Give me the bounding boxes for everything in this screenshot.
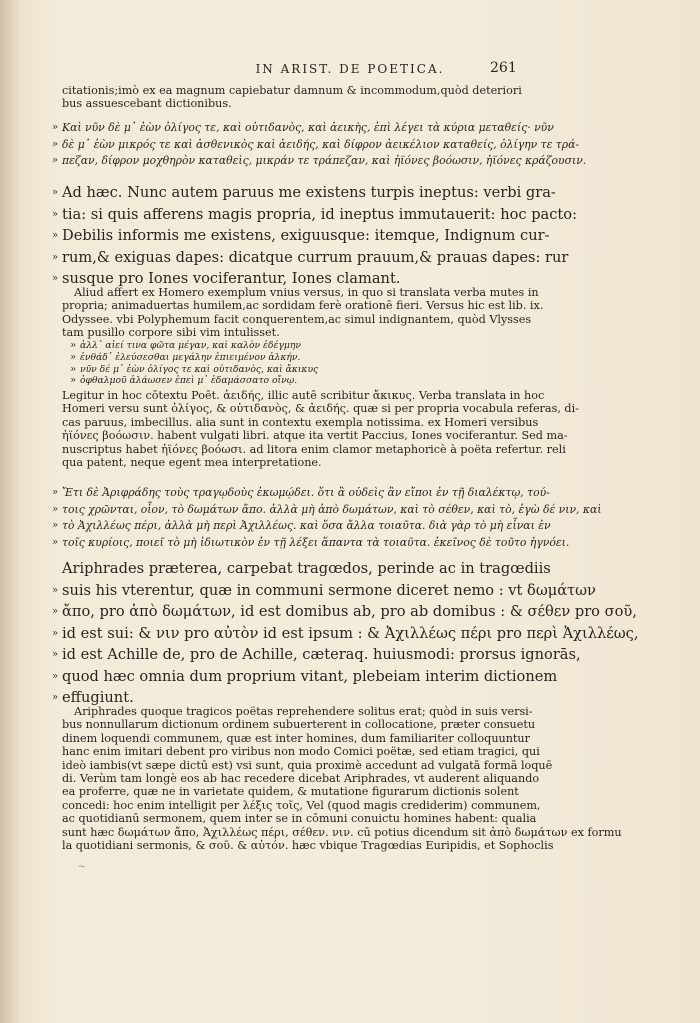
line-text: ὀφθαλμοῦ ἀλάωσεν ἐπεὶ μ᾽ ἐδαμάσσατο οἴνῳ. [80, 375, 298, 387]
line-text: δὲ μ᾽ ἐὼν μικρός τε καὶ ἀσθενικὸς καὶ ἀειδής, καὶ δίφρον ἀεικέλιον καταθείς, ὀλίγην τε τρά- [62, 137, 580, 151]
quotation-marker: » [70, 340, 77, 351]
line-text: τοις χρῶνται, οἷον, τὸ δωμάτων ἄπο. ἀλλὰ μὴ ἀπὸ δωμάτων, καὶ τὸ σέθεν, καὶ τὸ, ἐγὼ δέ νιν, καὶ [62, 502, 602, 516]
text-line [62, 825, 622, 839]
line-text: rum,& exiguas dapes: dicatque currum prauum,& prauas dapes: rur [62, 248, 569, 266]
running-head: IN ARIST. DE POETICA. [255, 62, 445, 76]
text-line [62, 97, 528, 110]
text-line [52, 247, 569, 269]
text-line [62, 389, 545, 402]
line-text: hanc enim imitari debent pro viribus non modo Comici poëtæ, sed etiam tragici, qui [62, 745, 540, 759]
line-text: di. Verùm tam longè eos ab hac recedere dicebat Ariphrades, vt auderent aliquando [62, 772, 540, 786]
line-text: dinem loquendi communem, quæ est inter homines, dum familiariter colloquuntur [62, 731, 530, 745]
gutter-shadow [0, 0, 20, 1023]
line-text: Debilis informis me existens, exiguusque: itemque, Indignum cur- [62, 227, 550, 244]
quotation-marker: » [70, 375, 77, 387]
text-line [62, 732, 528, 745]
quotation-marker: » [52, 649, 59, 660]
text-line [62, 442, 566, 456]
greek-quotation-1 [52, 120, 587, 170]
text-line [62, 785, 528, 798]
text-line [70, 363, 546, 376]
line-text: qua patent, neque egent mea interpretatione. [62, 456, 322, 470]
line-text: νῦν δέ μ᾽ ἐὼν ὀλίγος τε καὶ οὐτιδανὸς, καὶ ἄκικυς [80, 363, 319, 375]
text-line [62, 402, 579, 416]
line-text: susque pro Iones vociferantur, Iones clamant. [62, 270, 401, 287]
quotation-marker: » [52, 584, 59, 596]
text-line [62, 718, 536, 732]
line-text: bus assuescebant dictionibus. [62, 97, 232, 111]
text-line [52, 225, 550, 247]
line-text: tam pusillo corpore sibi vim intulisset. [62, 326, 280, 340]
text-line [52, 666, 558, 688]
line-text: Odyssee. vbi Polyphemum facit conquerentem,ac simul indignantem, quòd Vlysses [62, 312, 532, 326]
text-line [52, 644, 581, 666]
quotation-marker: » [52, 520, 59, 532]
line-text: ideò iambis(vt sæpe dictū est) vsi sunt, quia proximè accedunt ad vulgatā formā loquē [62, 758, 553, 772]
line-text: Aliud affert ex Homero exemplum vnius versus, in quo si translata verba mutes in [74, 286, 539, 299]
text-line [52, 535, 570, 552]
text-line [52, 182, 556, 204]
text-line [62, 798, 541, 812]
text-line [52, 623, 639, 645]
text-line [70, 351, 546, 364]
line-text: citationis;imò ex ea magnum capiebatur damnum & incommodum,quòd deteriori [62, 84, 522, 97]
text-line [62, 745, 540, 759]
greek-quotation-2 [52, 485, 602, 551]
line-text: effugiunt. [62, 689, 134, 706]
text-line [62, 758, 553, 772]
line-text: Ariphrades quoque tragicos poëtas reprehendere solitus erat; quòd in suis versi- [74, 705, 533, 718]
line-text: tia: si quis afferens magis propria, id ineptus immutauerit: hoc pacto: [62, 205, 577, 223]
text-line [62, 299, 544, 313]
line-text: quod hæc omnia dum proprium vitant, plebeiam interim dictionem [62, 667, 558, 685]
line-text: Ariphrades præterea, carpebat tragœdos, perinde ac in tragœdiis [62, 560, 551, 577]
text-line [62, 286, 539, 299]
quotation-marker: » [52, 187, 59, 198]
text-line [70, 340, 546, 352]
homer-quotation [62, 340, 546, 387]
line-text: suis his vterentur, quæ in communi sermone diceret nemo : vt δωμάτων [62, 581, 596, 599]
text-line [70, 375, 546, 387]
line-text: Καὶ νῦν δὲ μ᾽ ἐὼν ὀλίγος τε, καὶ οὐτιδανὸς, καὶ ἀεικὴς, ἐπὶ λέγει τὰ κύρια μεταθείς· νῦν [62, 121, 554, 134]
quotation-marker: » [52, 251, 59, 263]
text-line [62, 456, 528, 469]
line-text: Ad hæc. Nunc autem paruus me existens turpis ineptus: verbi gra- [62, 184, 556, 201]
text-line [52, 601, 637, 623]
text-line [52, 518, 551, 535]
quotation-marker: » [52, 122, 59, 133]
line-text: id est sui: & νιν pro αὐτὸν id est ipsum : & Ἀχιλλέως πέρι pro περὶ Ἀχιλλέως, [62, 624, 639, 642]
line-text: Legitur in hoc cōtextu Poēt. ἀειδής, illic autē scribitur ἄκικυς. Verba translata in hoc [62, 389, 545, 402]
quotation-marker: » [52, 138, 59, 150]
line-text: ea proferre, quæ ne in varietate quidem, & mutatione figurarum dictionis solent [62, 785, 519, 799]
line-text: ἀλλ᾽ αἰεί τινα φῶτα μέγαν, καὶ καλὸν ἐδέγμην [80, 340, 301, 351]
text-line [62, 312, 532, 326]
quotation-marker: » [52, 503, 59, 515]
line-text: τὸ Ἀχιλλέως πέρι, ἀλλὰ μὴ περὶ Ἀχιλλέως. καὶ ὅσα ἄλλα τοιαῦτα. διὰ γὰρ τὸ μὴ εἶναι ἐν [62, 519, 551, 533]
text-line [52, 153, 587, 170]
line-text: ac quotidianū sermonem, quem inter se in cōmuni conuictu homines habent: qualia [62, 812, 537, 826]
commentary-1 [62, 286, 544, 340]
line-text: ἠϊόνες βοόωσιν. habent vulgati libri. atque ita vertit Paccius, Iones vociferantur. Sed ma- [62, 429, 568, 443]
text-line [62, 558, 551, 580]
commentary-2 [62, 389, 579, 470]
quotation-marker: » [52, 155, 59, 167]
quotation-marker: » [52, 273, 59, 284]
line-text: nuscriptus habet ἠϊόνες βοόωσι. ad litora enim clamor metaphoricè à poëta refertur. reli [62, 442, 566, 456]
line-text: Homeri versu sunt ὀλίγος, & οὐτιδανὸς, & ἀειδής. quæ si per propria vocabula referas, di- [62, 402, 579, 416]
text-line [52, 502, 602, 519]
line-text: τοῖς κυρίοις, ποιεῖ τὸ μὴ ἰδιωτικὸν ἐν τῇ λέξει ἅπαντα τὰ τοιαῦτα. ἐκεῖνος δὲ τοῦτο ἠγνόει. [62, 535, 570, 549]
text-line [62, 415, 539, 429]
line-text: πεζαν, δίφρον μοχθηρὸν καταθεὶς, μικράν τε τράπεζαν, καὶ ἠϊόνες βοόωσιν, ἠϊόνες κράζουσιν. [62, 154, 587, 168]
printer-mark: ~ [78, 862, 86, 872]
quotation-marker: » [52, 536, 59, 548]
quotation-marker: » [52, 606, 59, 617]
text-line [52, 580, 596, 602]
quotation-marker: » [52, 208, 59, 220]
line-text: sunt hæc δωμάτων ἄπο, Ἀχιλλέως πέρι, σέθεν. νιν. cū potius dicendum sit ἀπὸ δωμάτων ex formu [62, 825, 622, 839]
quotation-marker: » [52, 692, 59, 703]
line-text: ἐνθάδ᾽ ἐλεύσεσθαι μεγάλην ἐπιειμένον ἀλκήν. [80, 351, 301, 363]
text-line [62, 772, 540, 786]
text-line [62, 812, 537, 826]
line-text: Ἔτι δὲ Ἀριφράδης τοὺς τραγῳδοὺς ἐκωμῴδει. ὅτι ἃ οὐδεὶς ἂν εἴποι ἐν τῇ διαλέκτῳ, τού- [62, 486, 550, 499]
line-text: cas paruus, imbecillus. alia sunt in contextu exempla notissima. ex Homeri versibus [62, 415, 539, 429]
text-line [62, 839, 554, 853]
latin-translation-1 [52, 182, 577, 290]
text-line [52, 485, 550, 502]
quotation-marker: » [70, 363, 77, 375]
text-line [62, 326, 528, 339]
commentary-3 [62, 705, 622, 853]
text-line [52, 204, 577, 226]
text-line [52, 137, 580, 154]
quotation-marker: » [52, 627, 59, 639]
text-line [62, 429, 568, 443]
commentary-continuation [62, 84, 528, 111]
line-text: concedi: hoc enim intelligit per λέξις τοῖς, Vel (quod magis crediderim) communem, [62, 798, 541, 812]
quotation-marker: » [70, 351, 77, 363]
quotation-marker: » [52, 230, 59, 241]
page-number: 261 [490, 60, 517, 76]
quotation-marker: » [52, 670, 59, 682]
text-line [62, 705, 533, 718]
line-text: la quotidiani sermonis, & σοῦ. & αὐτόν. hæc vbique Tragœdias Euripidis, et Sophoclis [62, 839, 554, 853]
line-text: id est Achille de, pro de Achille, cæteraq. huiusmodi: prorsus ignorās, [62, 646, 581, 663]
text-line [62, 84, 528, 97]
line-text: bus nonnullarum dictionum ordinem subuerterent in collocatione, præter consuetu [62, 718, 536, 732]
line-text: ἄπο, pro ἀπὸ δωμάτων, id est domibus ab, pro ab domibus : & σέθεν pro σοῦ, [62, 603, 637, 620]
quotation-marker: » [52, 487, 59, 498]
line-text: propria; animaduertas humilem,ac sordidam ferè orationē fieri. Versus hic est lib. ix. [62, 299, 544, 313]
latin-translation-2 [52, 558, 639, 709]
text-line [52, 120, 554, 137]
